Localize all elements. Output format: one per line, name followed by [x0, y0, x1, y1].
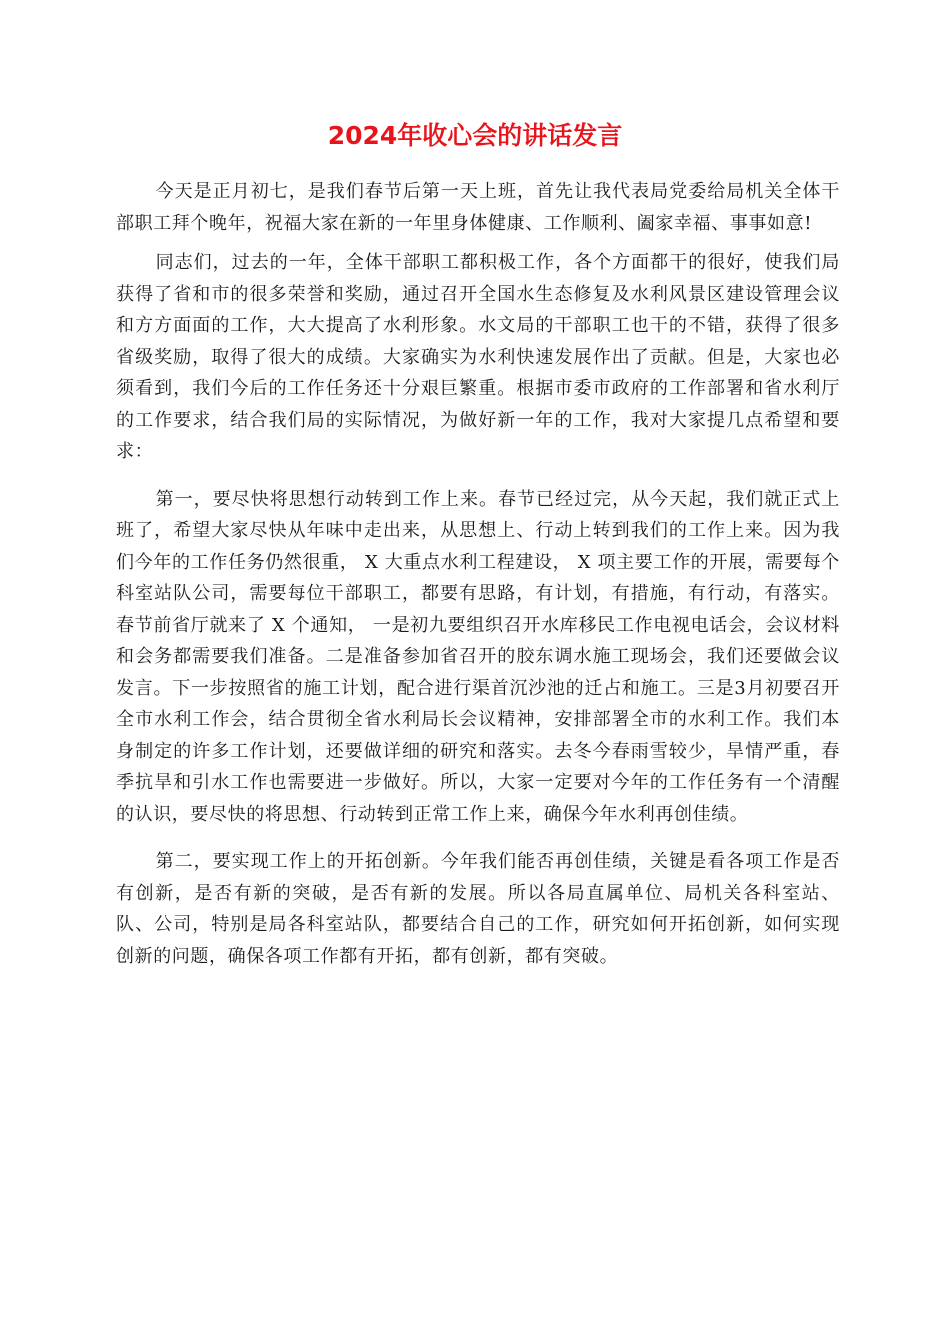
paragraph-review: 同志们，过去的一年，全体干部职工都积极工作，各个方面都干的很好，使我们局获得了省和市的很多荣誉和奖励，通过召开全国水生态修复及水利风景区建设管理会议和方方面面的工作，大大提高了水利形象。水文局的干部职工也干的不错，获得了很多省级奖励，取得了很大的成绩。大家确实为水利快速发展作出了贡献。但是，大家也必须看到，我们今后的工作任务还十分艰巨繁重。根据市委市政府的工作部署和省水利厅的工作要求，结合我们局的实际情况，为做好新一年的工作，我对大家提几点希望和要求：: [116, 252, 840, 462]
paragraph-greeting: 今天是正月初七，是我们春节后第一天上班，首先让我代表局党委给局机关全体干部职工拜个晚年，祝福大家在新的一年里身体健康、工作顺利、阖家幸福、事事如意!: [116, 181, 840, 234]
document-body: [116, 176, 840, 972]
paragraph-point-one: 第一，要尽快将思想行动转到工作上来。春节已经过完，从今天起，我们就正式上班了，希望大家尽快从年味中走出来，从思想上、行动上转到我们的工作上来。因为我们今年的工作任务仍然很重， X 大重点水利工程建设， X 项主要工作的开展，需要每个科室站队公司，需要每位干部职工，都要有思路，有计划，有措施，有行动，有落实。春节前省厅就来了 X 个通知， 一是初九要组织召开水库移民工作电视电话会，会议材料和会务都需要我们准备。二是准备参加省召开的胶东调水施工现场会，我们还要做会议发言。下一步按照省的施工计划，配合进行渠首沉沙池的迁占和施工。三是3月初要召开全市水利工作会，结合贯彻全省水利局长会议精神，安排部署全市的水利工作。我们本身制定的许多工作计划，还要做详细的研究和落实。去冬今春雨雪较少，旱情严重，春季抗旱和引水工作也需要进一步做好。所以，大家一定要对今年的工作任务有一个清醒的认识，要尽快的将思想、行动转到正常工作上来，确保今年水利再创佳绩。: [116, 488, 840, 825]
paragraph-point-two: 第二，要实现工作上的开拓创新。今年我们能否再创佳绩，关键是看各项工作是否有创新，是否有新的突破，是否有新的发展。所以各局直属单位、局机关各科室站、队、公司，特别是局各科室站队，都要结合自己的工作，研究如何开拓创新，如何实现创新的问题，确保各项工作都有开拓，都有创新，都有突破。: [116, 851, 840, 967]
document-title: 2024年收心会的讲话发言: [327, 121, 623, 150]
